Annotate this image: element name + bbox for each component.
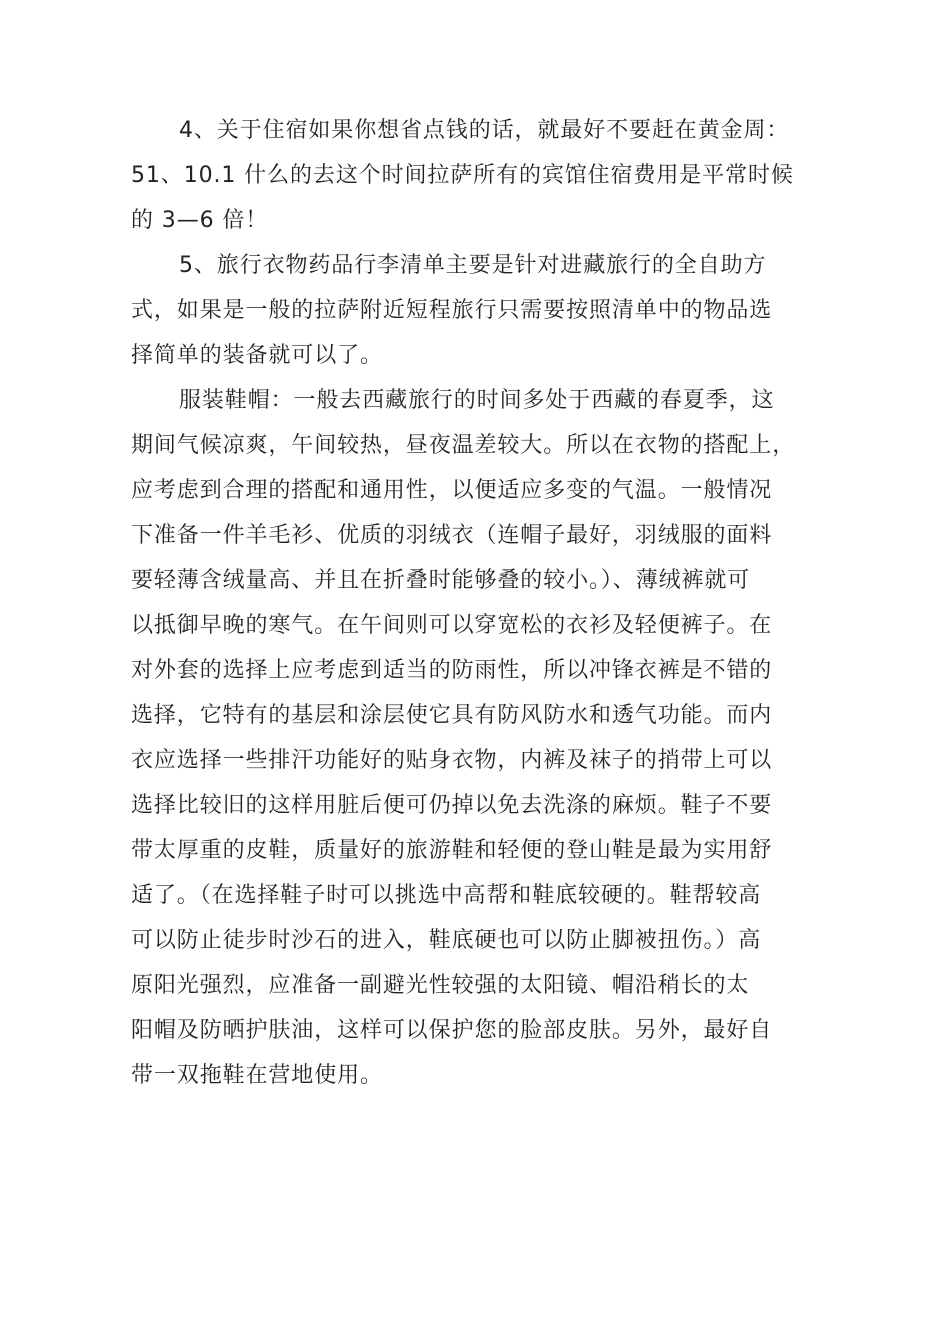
text-line: 下准备一件羊毛衫、优质的羽绒衣（连帽子最好，羽绒服的面料: [131, 523, 773, 548]
text-line: 4、关于住宿如果你想省点钱的话，就最好不要赶在黄金周：: [179, 118, 790, 143]
text-line: 以抵御早晚的寒气。在午间则可以穿宽松的衣衫及轻便裤子。在: [131, 613, 773, 638]
text-line: 择简单的装备就可以了。: [131, 343, 383, 368]
text-line: 可以防止徒步时沙石的进入，鞋底硬也可以防止脚被扭伤。）高: [131, 928, 762, 953]
text-line: 期间气候凉爽，午间较热，昼夜温差较大。所以在衣物的搭配上，: [131, 433, 796, 458]
text-line: 式，如果是一般的拉萨附近短程旅行只需要按照清单中的物品选: [131, 298, 773, 323]
text-line: 要轻薄含绒量高、并且在折叠时能够叠的较小。）、薄绒裤就可: [131, 568, 751, 593]
text-line: 阳帽及防晒护肤油，这样可以保护您的脸部皮肤。另外，最好自: [131, 1018, 773, 1043]
text-line: 原阳光强烈，应准备一副避光性较强的太阳镜、帽沿稍长的太: [131, 973, 750, 998]
document-body: [131, 108, 831, 1098]
text-line: 衣应选择一些排汗功能好的贴身衣物，内裤及袜子的捎带上可以: [131, 748, 773, 773]
text-line: 的 3—6 倍！: [131, 208, 269, 233]
text-line: 适了。（在选择鞋子时可以挑选中高帮和鞋底较硬的。鞋帮较高: [131, 883, 762, 908]
text-line: 选择比较旧的这样用脏后便可仍掉以免去洗涤的麻烦。鞋子不要: [131, 793, 773, 818]
text-line: 带太厚重的皮鞋，质量好的旅游鞋和轻便的登山鞋是最为实用舒: [131, 838, 773, 863]
text-line: 应考虑到合理的搭配和通用性，以便适应多变的气温。一般情况: [131, 478, 773, 503]
text-line: 51、10.1 什么的去这个时间拉萨所有的宾馆住宿费用是平常时候: [131, 163, 794, 188]
text-line: 服装鞋帽：一般去西藏旅行的时间多处于西藏的春夏季，这: [179, 388, 775, 413]
text-line: 5、旅行衣物药品行李清单主要是针对进藏旅行的全自助方: [179, 253, 767, 278]
text-line: 带一双拖鞋在营地使用。: [131, 1063, 383, 1088]
text-line: 选择，它特有的基层和涂层使它具有防风防水和透气功能。而内: [131, 703, 773, 728]
text-line: 对外套的选择上应考虑到适当的防雨性，所以冲锋衣裤是不错的: [131, 658, 773, 683]
